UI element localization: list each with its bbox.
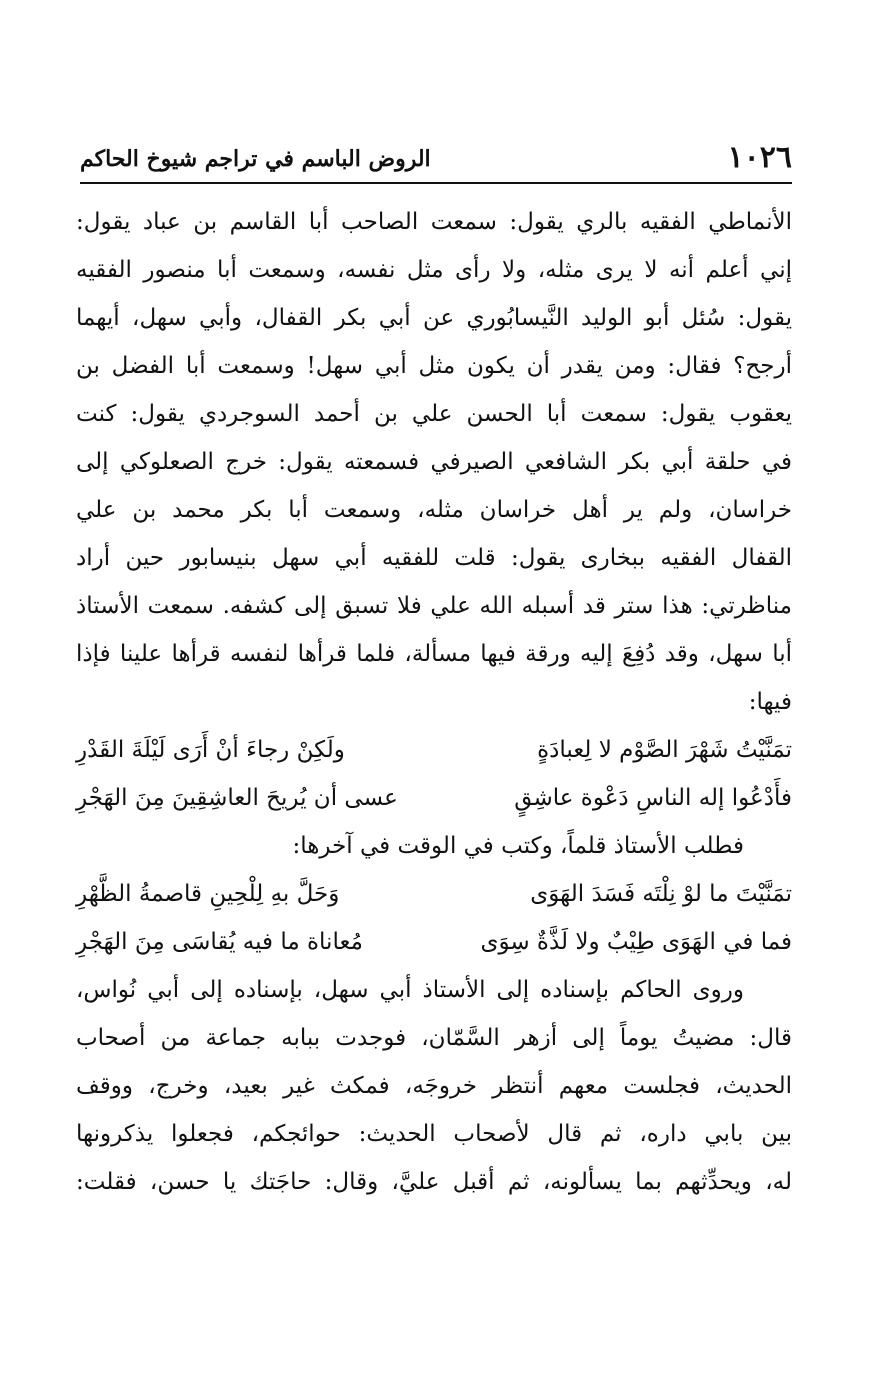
text-line: فيها:: [748, 689, 792, 715]
text-line: يعقوب يقول: سمعت أبا الحسن علي بن أحمد السوجردي يقول: كنت: [76, 401, 792, 427]
text-line: بين بابي داره، ثم قال لأصحاب الحديث: حوائجكم، فجعلوا يذكرونها: [76, 1121, 792, 1147]
verse-second-hemistich: مُعاناة ما فيه يُقاسَى مِنَ الهَجْرِ: [76, 929, 363, 955]
verse-first-hemistich: تمَنَّيْتُ شَهْرَ الصَّوْم لا لِعبادَةٍ: [537, 737, 792, 763]
text-line: في حلقة أبي بكر الشافعي الصيرفي فسمعته يقول: خرج الصعلوكي إلى: [76, 449, 792, 475]
verse-second-hemistich: ولَكِنْ رجاءَ أنْ أَرَى لَيْلَةَ القَدْرِ: [76, 737, 345, 763]
text-line: خراسان، ولم ير أهل خراسان مثله، وسمعت أبا بكر محمد بن علي: [76, 497, 792, 523]
paragraph-2: [76, 822, 792, 870]
poem-verse: [76, 870, 792, 918]
page-body: [76, 198, 792, 1206]
poem-1: [76, 726, 792, 822]
verse-second-hemistich: عسى أن يُريحَ العاشِقِينَ مِنَ الهَجْرِ: [76, 785, 398, 811]
poem-verse: [76, 774, 792, 822]
text-line: قال: مضيتُ يوماً إلى أزهر السَّمّان، فوجدت ببابه جماعة من أصحاب: [76, 1025, 792, 1051]
text-line: إني أعلم أنه لا يرى مثله، ولا رأى مثل نفسه، وسمعت أبا منصور الفقيه: [76, 257, 792, 283]
text-line: يقول: سُئل أبو الوليد النَّيسابُوري عن أبي بكر القفال، وأبي سهل، أيهما: [76, 305, 792, 331]
verse-second-hemistich: وَحَلَّ بهِ لِلْحِينِ قاصمةُ الظَّهْرِ: [76, 881, 340, 907]
verse-first-hemistich: تمَنَّيْتَ ما لوْ نِلْتَه فَسَدَ الهَوَى: [530, 881, 792, 907]
text-line: الحديث، فجلست معهم أنتظر خروجَه، فمكث غير بعيد، وخرج، ووقف: [76, 1073, 792, 1099]
text-line: الأنماطي الفقيه بالري يقول: سمعت الصاحب أبا القاسم بن عباد يقول:: [76, 209, 792, 235]
text-line: فطلب الأستاذ قلماً، وكتب في الوقت في آخرها:: [292, 833, 744, 859]
poem-2: [76, 870, 792, 966]
text-line: أبا سهل، وقد دُفِعَ إليه ورقة فيها مسألة، فلما قرأها لنفسه قرأها علينا فإذا: [76, 641, 792, 667]
paragraph-3: [76, 966, 792, 1206]
verse-first-hemistich: فأَدْعُوا إله الناسِ دَعْوة عاشِقٍ: [514, 785, 792, 811]
header-divider: [80, 182, 792, 184]
running-title: الروض الباسم في تراجم شيوخ الحاكم: [80, 146, 431, 172]
text-line: وروى الحاكم بإسناده إلى الأستاذ أبي سهل، بإسناده إلى أبي نُواس،: [76, 977, 744, 1003]
poem-verse: [76, 918, 792, 966]
paragraph-1: [76, 198, 792, 726]
text-line: له، ويحدِّثهم بما يسألونه، ثم أقبل عليَّ، وقال: حاجَتك يا حسن، فقلت:: [76, 1169, 792, 1195]
verse-first-hemistich: فما في الهَوَى طِيْبٌ ولا لَذَّةٌ سِوَى: [480, 929, 792, 955]
page-header: [80, 138, 792, 178]
page-number: ١٠٢٦: [727, 140, 792, 175]
text-line: مناظرتي: هذا ستر قد أسبله الله علي فلا تسبق إلى كشفه. سمعت الأستاذ: [76, 593, 792, 619]
text-line: أرجح؟ فقال: ومن يقدر أن يكون مثل أبي سهل! وسمعت أبا الفضل بن: [76, 353, 792, 379]
poem-verse: [76, 726, 792, 774]
text-line: القفال الفقيه ببخارى يقول: قلت للفقيه أبي سهل بنيسابور حين أراد: [76, 545, 792, 571]
